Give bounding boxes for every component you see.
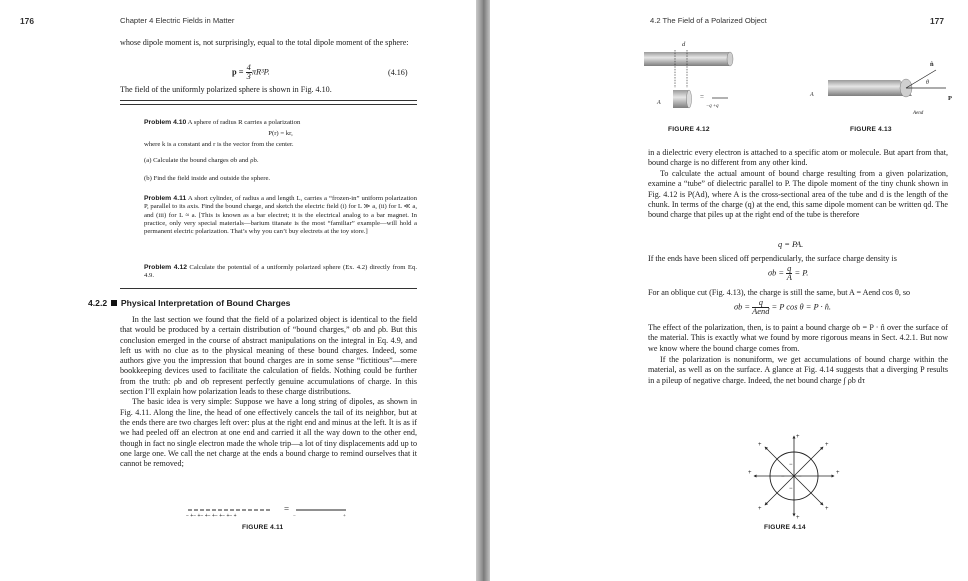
figure-4-11-caption: FIGURE 4.11 bbox=[242, 524, 284, 531]
rule-top-2 bbox=[120, 104, 417, 105]
section-number: 4.2.2 bbox=[88, 298, 108, 308]
svg-text:+: + bbox=[748, 470, 752, 476]
rule-top-1 bbox=[120, 100, 417, 101]
eq-416-lhs: p = bbox=[232, 67, 246, 77]
eq-416-rhs: πR³P. bbox=[251, 67, 270, 77]
equation-q-pa: q = PA. bbox=[778, 240, 804, 249]
fig412-chunk-end bbox=[687, 90, 692, 108]
equation-4-16-number: (4.16) bbox=[388, 68, 408, 77]
svg-text:−: − bbox=[789, 486, 793, 492]
right-running-head: 4.2 The Field of a Polarized Object bbox=[650, 16, 767, 25]
fig414-arrows bbox=[754, 436, 834, 516]
book-gutter bbox=[476, 0, 490, 581]
right-para-2: To calculate the actual amount of bound charge resulting from a given polarization, examine a “tube” of dielectric parallel to P. The dipole moment of the tiny chunk shown in Fig. 4.12 is P(Ad), where A is the cross-sectional area of the tube and d is the length of the chunk. In terms of the charge (q) at the end, this same dipole moment can be written qd. The bound charge that piles up at the right end of the tube is therefore bbox=[648, 169, 948, 220]
problem-label: Problem 4.10 bbox=[144, 119, 187, 126]
fig413-normal-arrow bbox=[906, 70, 936, 88]
figure-4-13-caption: FIGURE 4.13 bbox=[850, 126, 892, 133]
fig413-tube bbox=[828, 80, 912, 96]
problem-label: Problem 4.12 bbox=[144, 264, 188, 271]
left-page bbox=[0, 0, 476, 581]
after-eq-text: The field of the uniformly polarized sphere is shown in Fig. 4.10. bbox=[120, 85, 332, 94]
svg-text:+: + bbox=[836, 470, 840, 476]
svg-text:+: + bbox=[825, 506, 829, 512]
figure-4-14 bbox=[734, 430, 854, 522]
fig413-label-theta: θ bbox=[926, 80, 929, 86]
right-page-number: 177 bbox=[930, 16, 944, 26]
left-running-head: Chapter 4 Electric Fields in Matter bbox=[120, 16, 235, 25]
net-plus: + bbox=[343, 514, 346, 519]
svg-text:+: + bbox=[796, 515, 800, 521]
svg-text:−: − bbox=[798, 474, 802, 480]
section-para-1: In the last section we found that the field of a polarized object is identical to the field that would be produced by a certain distribution of “bound charges,” σb and ρb. But this conclusion emerged in the course of abstract manipulations on the integral in Eq. 4.9, and left us with no clue as to the physical meaning of these bound charges. Indeed, some authors give you the impression that bound charges are in some sense “fictitious”—mere bookkeeping devices used to facilitate the calculation of fields. Nothing could be further from the truth: ρb and σb represent perfectly genuine accumulations of charge. In this section I’ll explain how polarization leads to these charge distributions. bbox=[120, 315, 417, 397]
problem-4-11: Problem 4.11 A short cylinder, of radius a and length L, carries a “frozen-in” uniform polarization P, parallel to its axis. Find the bound charge, and sketch the electric field (i) for L ≫ a, (ii) for L ≪ a, and (iii) for L ≈ a. [This is known as a bar electret; it is the electrical analog to a bar magnet. In practice, only very special materials—barium titanate is the most “familiar” example—will hold a permanent electric polarization. That’s why you can’t buy electrets at the toy store.] bbox=[144, 195, 417, 236]
right-para-5: The effect of the polarization, then, is to paint a bound charge σb = P · n̂ over the surface of the material. This is exactly what we found by more rigorous means in Sect. 4.2.1. But now we know where the bound charge comes from. bbox=[648, 323, 948, 353]
svg-text:− +− +− +− +− +− +− +: − +− +− +− +− +− +− + bbox=[186, 513, 237, 519]
figure-4-12-caption: FIGURE 4.12 bbox=[668, 126, 710, 133]
equation-4-16 bbox=[232, 64, 270, 81]
fig412-charges: −q +q bbox=[706, 104, 719, 109]
fig411-equals-sign: = bbox=[284, 504, 290, 514]
fig413-label-n: n̂ bbox=[930, 61, 934, 68]
right-page bbox=[490, 0, 968, 581]
svg-text:+: + bbox=[825, 442, 829, 448]
svg-text:+: + bbox=[758, 506, 762, 512]
fig412-equals: = bbox=[700, 93, 704, 101]
svg-text:−: − bbox=[781, 474, 785, 480]
fig412-label-d: d bbox=[682, 41, 686, 48]
fig413-label-P: P bbox=[948, 95, 952, 102]
eq-416-den: 3 bbox=[246, 72, 251, 81]
fig412-tube-end bbox=[727, 52, 733, 66]
problem-4-10-part-b: (b) Find the field inside and outside the sphere. bbox=[144, 175, 271, 182]
right-para-4: For an oblique cut (Fig. 4.13), the charge is still the same, but A = Aend cos θ, so bbox=[648, 288, 911, 297]
right-para-1: in a dielectric every electron is attached to a specific atom or molecule. But apart from that, bound charge is no different from any other kind. bbox=[648, 148, 948, 168]
section-body bbox=[120, 315, 417, 469]
right-para-6: If the polarization is nonuniform, we get accumulations of bound charge within the material, as well as on the surface. A glance at Fig. 4.14 suggests that a diverging P results in a pileup of negative charge. Indeed, the net bound charge ∫ ρb dτ bbox=[648, 355, 948, 385]
section-heading bbox=[88, 298, 290, 308]
section-para-2: The basic idea is very simple: Suppose we have a long string of dipoles, as shown in Fig. 4.11. Along the line, the head of one effectively cancels the tail of its neighbor, but at the ends there are two charges left over: plus at the right end and minus at the left. It is as if we had peeled off an electron at one end and carried it all the way down to the other end, though in fact no single electron made the whole trip—a lot of tiny displacements add up to one large one. We call the net charge at the ends a bound charge to remind ourselves that it cannot be removed; bbox=[120, 397, 417, 469]
fig413-label-aend: Aend bbox=[913, 111, 924, 116]
eq-416-num: 4 bbox=[246, 63, 251, 72]
intro-text: whose dipole moment is, not surprisingly, equal to the total dipole moment of the sphere: bbox=[120, 38, 409, 47]
svg-text:−: − bbox=[789, 462, 793, 468]
section-bullet bbox=[111, 300, 117, 306]
equation-sigma-2: σb = $\frac{q}{\text{Aend}}$ = P cos θ = P · n̂. bbox=[734, 298, 832, 316]
problem-4-10-where: where k is a constant and r is the vector from the center. bbox=[144, 141, 294, 148]
fig412-label-A: A bbox=[657, 100, 661, 106]
problem-4-12: Problem 4.12 Calculate the potential of a uniformly polarized sphere (Ex. 4.2) directly from Eq. 4.9. bbox=[144, 264, 417, 280]
section-title: Physical Interpretation of Bound Charges bbox=[120, 298, 291, 308]
dipole-charges bbox=[186, 513, 237, 519]
problem-label: Problem 4.11 bbox=[144, 195, 187, 202]
svg-text:+: + bbox=[796, 434, 800, 440]
figure-4-11 bbox=[180, 500, 360, 524]
left-page-number: 176 bbox=[20, 16, 34, 26]
figure-4-13 bbox=[808, 58, 958, 120]
problem-4-10-equation: P(r) = kr, bbox=[268, 130, 293, 137]
right-para-3: If the ends have been sliced off perpendicularly, the surface charge density is bbox=[648, 254, 897, 263]
problem-4-10-part-a: (a) Calculate the bound charges σb and ρb. bbox=[144, 157, 259, 164]
equation-sigma-1: σb = $\frac{q}{A}$ = P. bbox=[768, 264, 809, 282]
svg-text:+: + bbox=[758, 442, 762, 448]
rule-bottom bbox=[120, 288, 417, 289]
figure-4-14-caption: FIGURE 4.14 bbox=[764, 524, 806, 531]
figure-4-12 bbox=[640, 38, 750, 116]
fig413-label-A: A bbox=[810, 92, 814, 98]
problem-4-10: Problem 4.10 A sphere of radius R carries a polarization bbox=[144, 119, 301, 126]
net-minus: − bbox=[293, 514, 296, 519]
